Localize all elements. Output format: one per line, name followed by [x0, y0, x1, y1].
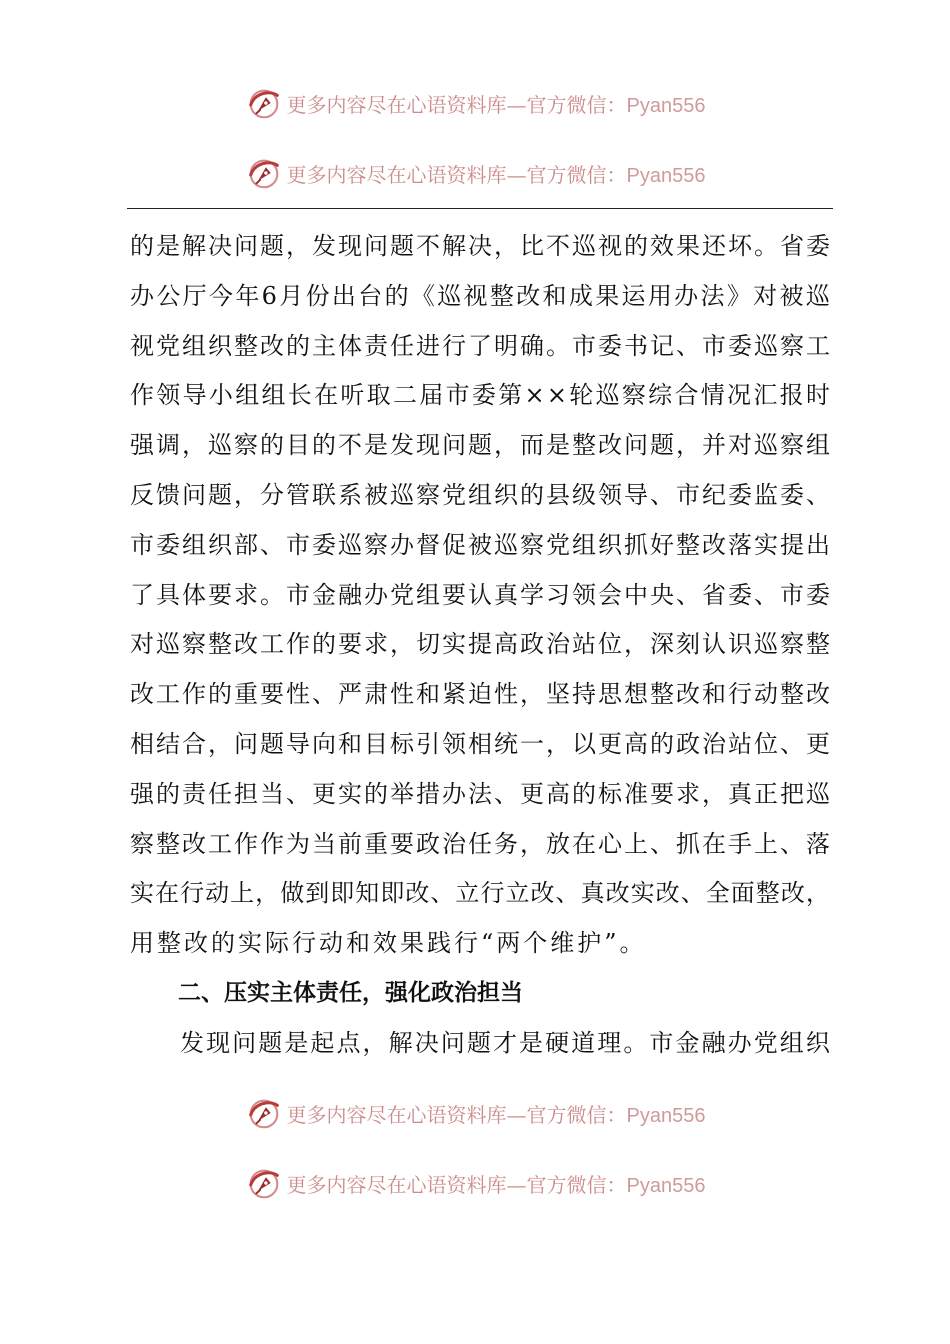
paragraph-1-last-line: 用整改的实际行动和效果践行“两个维护”。: [130, 929, 647, 958]
paragraph-1-line: 办 公 厅 今 年 6 月 份 出 台 的 《 巡 视 整 改 和 成 果 运 用 办 法 》 对 被 巡: [130, 281, 830, 310]
section-heading: 二、压实主体责任，强化政治担当: [178, 979, 523, 1006]
watermark-text: 更多内容尽在心语资料库—官方微信：Pyan556: [286, 1102, 706, 1127]
watermark-top-2: [0, 151, 950, 195]
paragraph-1-line: 强 调 ， 巡 察 的 目 的 不 是 发 现 问 题 ， 而 是 整 改 问 题 ， 并 对 巡 察 组: [130, 431, 830, 460]
watermark-text: 更多内容尽在心语资料库—官方微信：Pyan556: [286, 1172, 706, 1197]
paragraph-1-line: 改 工 作 的 重 要 性 、 严 肃 性 和 紧 迫 性 ， 坚 持 思 想 整 改 和 行 动 整 改: [130, 680, 830, 709]
pen-nib-logo-icon: [245, 1164, 283, 1202]
paragraph-2-first-line: 发 现 问 题 是 起 点 ， 解 决 问 题 才 是 硬 道 理 。 市 金 融 办 党 组 织: [180, 1028, 830, 1057]
document-body: [130, 222, 830, 1069]
watermark-top-1: [0, 81, 950, 125]
paragraph-1-line: 作 领 导 小 组 组 长 在 听 取 二 届 市 委 第 × × 轮 巡 察 综 合 情 况 汇 报 时: [130, 381, 830, 410]
watermark-text: 更多内容尽在心语资料库—官方微信：Pyan556: [286, 92, 706, 117]
paragraph-1: [130, 222, 830, 919]
paragraph-1-line: 反 馈 问 题 ， 分 管 联 系 被 巡 察 党 组 织 的 县 级 领 导 、 市 纪 委 监 委 、: [130, 480, 830, 509]
paragraph-1-line: 市 委 组 织 部 、 市 委 巡 察 办 督 促 被 巡 察 党 组 织 抓 好 整 改 落 实 提 出: [130, 530, 830, 559]
watermark-bottom-2: [0, 1161, 950, 1205]
watermark-text: 更多内容尽在心语资料库—官方微信：Pyan556: [286, 162, 706, 187]
header-rule: [127, 208, 833, 209]
pen-nib-logo-icon: [245, 84, 283, 122]
paragraph-1-line: 了 具 体 要 求 。 市 金 融 办 党 组 要 认 真 学 习 领 会 中 央 、 省 委 、 市 委: [130, 580, 830, 609]
paragraph-1-line: 相 结 合 ， 问 题 导 向 和 目 标 引 领 相 统 一 ， 以 更 高 的 政 治 站 位 、 更: [130, 729, 830, 758]
paragraph-1-line: 强 的 责 任 担 当 、 更 实 的 举 措 办 法 、 更 高 的 标 准 要 求 ， 真 正 把 巡: [130, 779, 830, 808]
paragraph-1-line: 视 党 组 织 整 改 的 主 体 责 任 进 行 了 明 确 。 市 委 书 记 、 市 委 巡 察 工: [130, 331, 830, 360]
paragraph-1-line: 的 是 解 决 问 题 ， 发 现 问 题 不 解 决 ， 比 不 巡 视 的 效 果 还 坏 。 省 委: [130, 232, 830, 260]
paragraph-1-line: 实 在 行 动 上 ， 做 到 即 知 即 改 、 立 行 立 改 、 真 改 实 改 、 全 面 整 改 ，: [130, 879, 830, 908]
pen-nib-logo-icon: [245, 154, 283, 192]
pen-nib-logo-icon: [245, 1094, 283, 1132]
paragraph-1-line: 对 巡 察 整 改 工 作 的 要 求 ， 切 实 提 高 政 治 站 位 ， 深 刻 认 识 巡 察 整: [130, 630, 830, 659]
paragraph-1-line: 察 整 改 工 作 作 为 当 前 重 要 政 治 任 务 ， 放 在 心 上 、 抓 在 手 上 、 落: [130, 829, 830, 858]
watermark-bottom-1: [0, 1091, 950, 1135]
